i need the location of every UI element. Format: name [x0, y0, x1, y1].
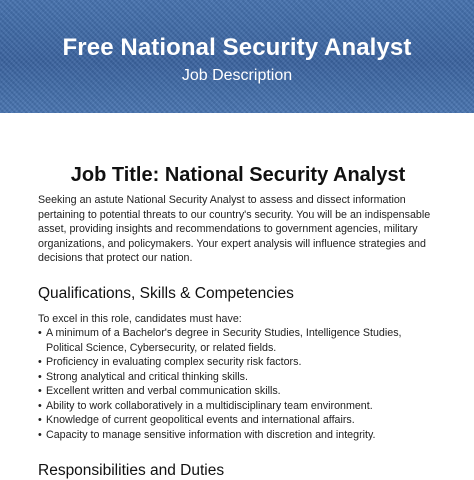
- list-item: • Excellent written and verbal communication skills.: [38, 384, 438, 399]
- document-body: [38, 163, 438, 480]
- header-banner: [0, 0, 474, 113]
- qualifications-heading: Qualifications, Skills & Competencies: [38, 284, 294, 302]
- list-item: • Capacity to manage sensitive information with discretion and integrity.: [38, 428, 438, 443]
- document-subtitle: Job Description: [181, 67, 293, 84]
- intro-paragraph: Seeking an astute National Security Analyst to assess and dissect information pertaining to potential threats to our country's security. You will be an indispensable asset, providing insights and recommendations to government agencies, military organizations, and policymakers. Your expert analysis will influence strategies and decisions that protect our nation.: [38, 194, 431, 264]
- list-item: • Strong analytical and critical thinking skills.: [38, 370, 438, 385]
- job-title-heading: Job Title: National Security Analyst: [70, 164, 406, 186]
- document-title: Free National Security Analyst: [62, 34, 412, 61]
- list-item: • Knowledge of current geopolitical events and international affairs.: [38, 413, 438, 428]
- responsibilities-heading: Responsibilities and Duties: [38, 462, 225, 479]
- qualifications-list: [38, 326, 438, 442]
- qualifications-lead: To excel in this role, candidates must have:: [38, 312, 242, 325]
- list-item: • Proficiency in evaluating complex security risk factors.: [38, 355, 438, 370]
- list-item: • Ability to work collaboratively in a multidisciplinary team environment.: [38, 399, 438, 414]
- list-item: • A minimum of a Bachelor's degree in Security Studies, Intelligence Studies, Political Science, Cybersecurity, or related fields.: [38, 326, 438, 355]
